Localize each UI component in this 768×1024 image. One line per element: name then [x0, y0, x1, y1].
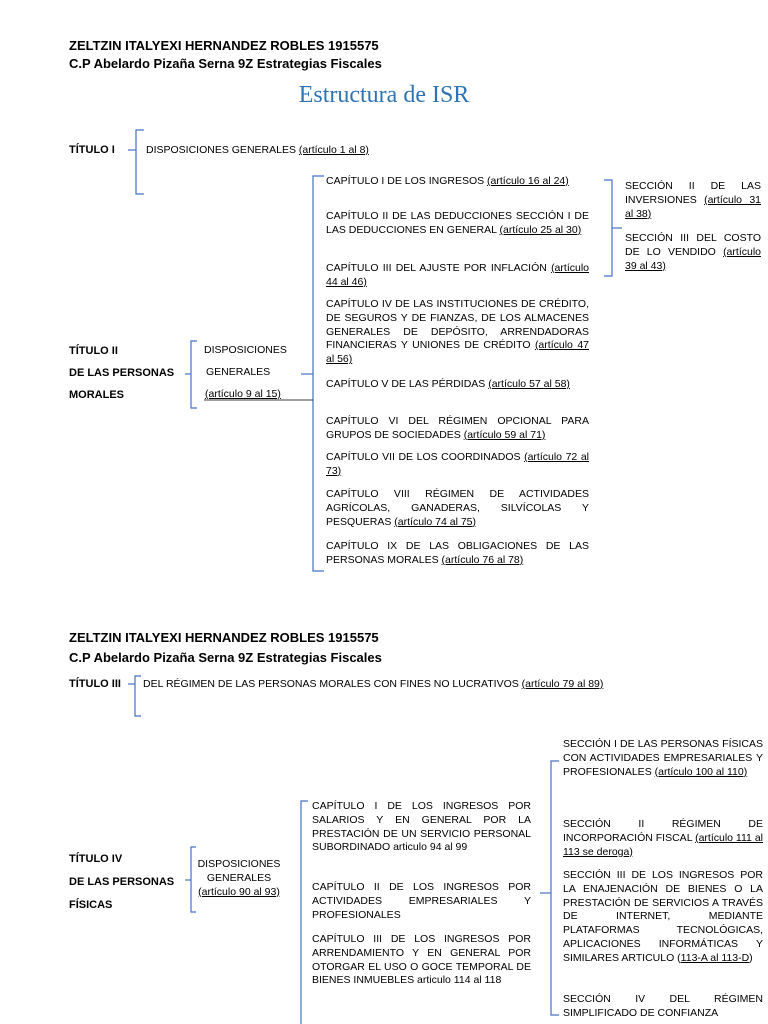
titulo-iv-label-2: DE LAS PERSONAS: [69, 876, 175, 888]
t2-chapter-item-3: [326, 262, 589, 290]
t2-chapter-item-5: [326, 378, 589, 392]
student-name: ZELTZIN ITALYEXI HERNANDEZ ROBLES 1915575: [69, 38, 379, 53]
titulo-ii-label-3: MORALES: [69, 389, 124, 401]
student-name-2: ZELTZIN ITALYEXI HERNANDEZ ROBLES 1915575: [69, 630, 379, 645]
t2-chapter-text: CAPÍTULO I DE LOS INGRESOS: [326, 175, 488, 187]
t2-chapter-item-1: [326, 175, 589, 189]
t2-chapter-ref[interactable]: (artículo 57 al 58): [488, 378, 570, 390]
t2-chapter-item-6: [326, 415, 589, 443]
t2-disp-ref[interactable]: (artículo 9 al 15): [205, 388, 281, 400]
t4-section-item-2: [563, 818, 763, 859]
t2-chapter-text: CAPÍTULO VIII RÉGIMEN DE ACTIVIDADES AGRÍCOLAS, GANADERAS, SILVÍCOLAS Y PESQUERAS: [326, 488, 589, 528]
t2-chapter-ref[interactable]: (artículo 47 al 56): [326, 339, 589, 366]
t4-section-ref[interactable]: 113-A al 113-D: [680, 951, 750, 964]
titulo-iv-label-1: TÍTULO IV: [69, 853, 123, 865]
titulo-i-label: TÍTULO I: [69, 144, 115, 156]
t2-chapter-text: CAPÍTULO IX DE LAS OBLIGACIONES DE LAS PERSONAS MORALES: [326, 540, 589, 566]
t4-disp-ref[interactable]: (artículo 90 al 93): [198, 885, 280, 898]
t2-section-text: SECCIÓN II DE LAS INVERSIONES: [625, 180, 761, 206]
t2-chapter-text: CAPÍTULO II DE LAS DEDUCCIONES SECCIÓN I DE LAS DEDUCCIONES EN GENERAL: [326, 210, 589, 236]
t2-chapter-text: CAPÍTULO V DE LAS PÉRDIDAS: [326, 378, 489, 390]
t2-chapter-text: CAPÍTULO III DEL AJUSTE POR INFLACIÓN: [326, 262, 552, 274]
titulo-ii-label-2: DE LAS PERSONAS: [69, 367, 175, 379]
t4-chapter-item-3: [312, 933, 531, 988]
t2-chapter-ref[interactable]: (artículo 59 al 71): [463, 428, 546, 441]
t2-disp-line2: GENERALES: [206, 366, 271, 378]
titulo-iii-label: TÍTULO III: [69, 678, 121, 690]
t2-chapter-item-2: [326, 210, 589, 238]
t4-section-tail: ): [749, 951, 753, 964]
t4-section-text: SECCIÓN II RÉGIMEN DE INCORPORACIÓN FISCAL: [563, 818, 763, 844]
t2-chapter-ref[interactable]: (artículo 25 al 30): [499, 223, 582, 236]
course-info: C.P Abelardo Pizaña Serna 9Z Estrategias Fiscales: [69, 56, 382, 71]
t2-chapter-ref[interactable]: (artículo 72 al 73): [326, 451, 589, 477]
t4-disp-line1: DISPOSICIONES: [197, 858, 281, 870]
t2-disp-line1: DISPOSICIONES: [204, 344, 287, 356]
t4-chapter-text: CAPÍTULO II DE LOS INGRESOS POR ACTIVIDADES EMPRESARIALES Y PROFESIONALES: [312, 881, 531, 921]
t4-section-ref[interactable]: (artículo 100 al 110): [654, 765, 748, 778]
t2-chapter-ref[interactable]: (artículo 74 al 75): [394, 515, 476, 528]
t2-chapter-ref[interactable]: (artículo 16 al 24): [487, 175, 569, 187]
t2-section-ref[interactable]: (artículo 39 al 43): [625, 245, 761, 272]
t4-section-item-4: [563, 993, 763, 1021]
t2-chapter-item-4: [326, 298, 589, 367]
t4-disp-line2: GENERALES: [206, 871, 272, 884]
t2-section-item-1: [625, 180, 761, 221]
t2-section-item-2: [625, 232, 761, 273]
titulo-i-desc: DISPOSICIONES GENERALES: [146, 144, 299, 156]
titulo-iii-text: [143, 677, 603, 691]
page-title: Estructura de ISR: [298, 82, 470, 108]
course-info-2: C.P Abelardo Pizaña Serna 9Z Estrategias Fiscales: [69, 650, 382, 665]
t2-chapter-ref[interactable]: (artículo 44 al 46): [326, 262, 589, 288]
t4-chapter-text: CAPÍTULO III DE LOS INGRESOS POR ARRENDAMIENTO Y EN GENERAL POR OTORGAR EL USO O GOCE TEMPORAL DE BIENES INMUEBLES articulo 114 al 118: [312, 933, 531, 987]
t4-section-text: SECCIÓN III DE LOS INGRESOS POR LA ENAJENACIÓN DE BIENES O LA PRESTACIÓN DE SERVICIOS A TRAVÉS DE INTERNET, MEDIANTE PLATAFORMAS TECNOLÓGICAS, APLICACIONES INFORMÁTICAS Y SIMILARES ARTICULO (: [563, 869, 763, 964]
t2-chapter-text: CAPÍTULO VII DE LOS COORDINADOS: [326, 451, 525, 463]
titulo-ii-label-1: TÍTULO II: [69, 345, 118, 357]
t4-chapter-item-1: [312, 800, 531, 855]
t4-section-item-1: [563, 738, 763, 779]
t4-section-text: SECCIÓN I DE LAS PERSONAS FÍSICAS CON ACTIVIDADES EMPRESARIALES Y PROFESIONALES: [563, 738, 763, 778]
t4-chapter-item-2: [312, 881, 531, 922]
t4-chapter-text: CAPÍTULO I DE LOS INGRESOS POR SALARIOS Y EN GENERAL POR LA PRESTACIÓN DE UN SERVICIO PERSONAL SUBORDINADO articulo 94 al 99: [312, 800, 531, 854]
t2-chapter-text: CAPÍTULO IV DE LAS INSTITUCIONES DE CRÉDITO, DE SEGUROS Y DE FIANZAS, DE LOS ALMACENES GENERALES DE DEPÓSITO, ARRENDADORAS FINANCIERAS Y UNIONES DE CRÉDITO: [326, 298, 589, 352]
t2-section-text: SECCIÓN III DEL COSTO DE LO VENDIDO: [625, 232, 761, 258]
titulo-iv-label-3: FÍSICAS: [69, 899, 113, 911]
t4-disp: [192, 858, 286, 899]
titulo-iii-desc: DEL RÉGIMEN DE LAS PERSONAS MORALES CON FINES NO LUCRATIVOS: [143, 678, 522, 690]
t4-section-text: SECCIÓN IV DEL RÉGIMEN SIMPLIFICADO DE CONFIANZA: [563, 993, 763, 1019]
titulo-i-text: [146, 143, 369, 157]
titulo-i-ref[interactable]: (artículo 1 al 8): [298, 144, 369, 156]
t2-chapter-item-9: [326, 540, 589, 568]
titulo-iii-ref[interactable]: (artículo 79 al 89): [521, 678, 604, 690]
t2-chapter-ref[interactable]: (artículo 76 al 78): [441, 553, 524, 566]
t4-section-item-3: [563, 869, 763, 966]
t2-section-ref[interactable]: (artículo 31 al 38): [625, 193, 761, 220]
t2-chapter-text: CAPÍTULO VI DEL RÉGIMEN OPCIONAL PARA GRUPOS DE SOCIEDADES: [326, 415, 589, 441]
t2-chapter-item-8: [326, 488, 589, 529]
t2-chapter-item-7: [326, 451, 589, 479]
t4-section-ref[interactable]: (artículo 111 al 113 se deroga): [563, 831, 763, 858]
